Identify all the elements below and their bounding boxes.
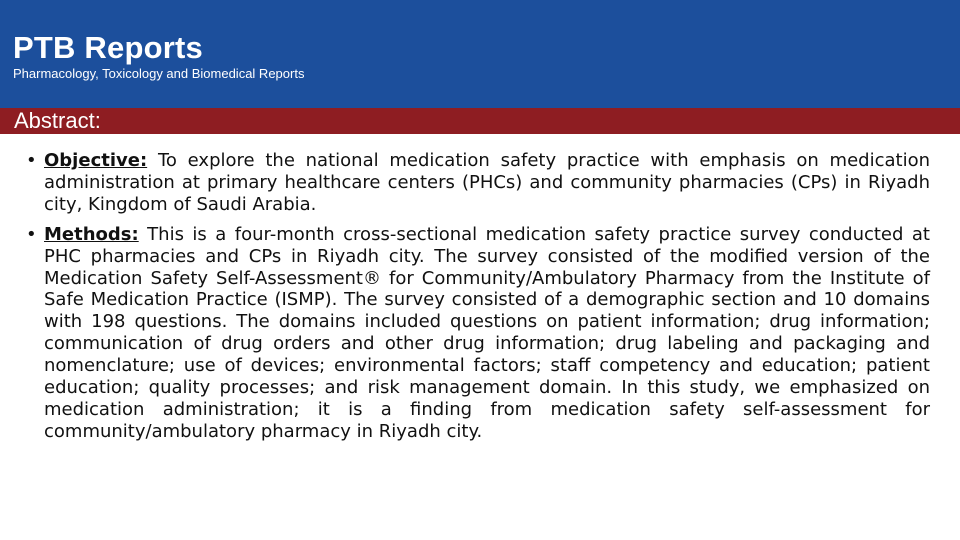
journal-subtitle: Pharmacology, Toxicology and Biomedical Reports — [13, 66, 305, 81]
bullet-dot-icon: • — [26, 223, 37, 245]
section-bar — [0, 108, 960, 134]
objective-label: Objective: — [44, 150, 148, 171]
methods-text: This is a four-month cross-sectional medication safety practice survey conducted at PHC pharmacies and CPs in Riyadh city. The survey consisted of the modified version of the Medication Safety Self-Assessment® for Community/Ambulatory Pharmacy from the Institute of Safe Medication Practice (ISMP). The survey consisted of a demographic section and 10 domains with 198 questions. The domains included questions on patient information; drug information; communication of drug orders and other drug information; drug labeling and packaging and nomenclature; use of devices; environmental factors; staff competency and education; patient education; quality processes; and risk management domain. In this study, we emphasized on medication administration; it is a finding from medication safety self-assessment for community/ambulatory pharmacy in Riyadh city. — [44, 223, 930, 442]
methods-label: Methods: — [44, 223, 139, 245]
section-title: Abstract: — [14, 108, 101, 133]
journal-title: PTB Reports — [13, 30, 203, 65]
abstract-content — [24, 150, 930, 451]
bullet-objective — [24, 150, 930, 216]
bullet-dot-icon: • — [26, 150, 37, 171]
objective-text: To explore the national medication safety practice with emphasis on medication administration at primary healthcare centers (PHCs) and community pharmacies (CPs) in Riyadh city, Kingdom of Saudi Arabia. — [44, 150, 930, 215]
bullet-methods — [24, 224, 930, 443]
